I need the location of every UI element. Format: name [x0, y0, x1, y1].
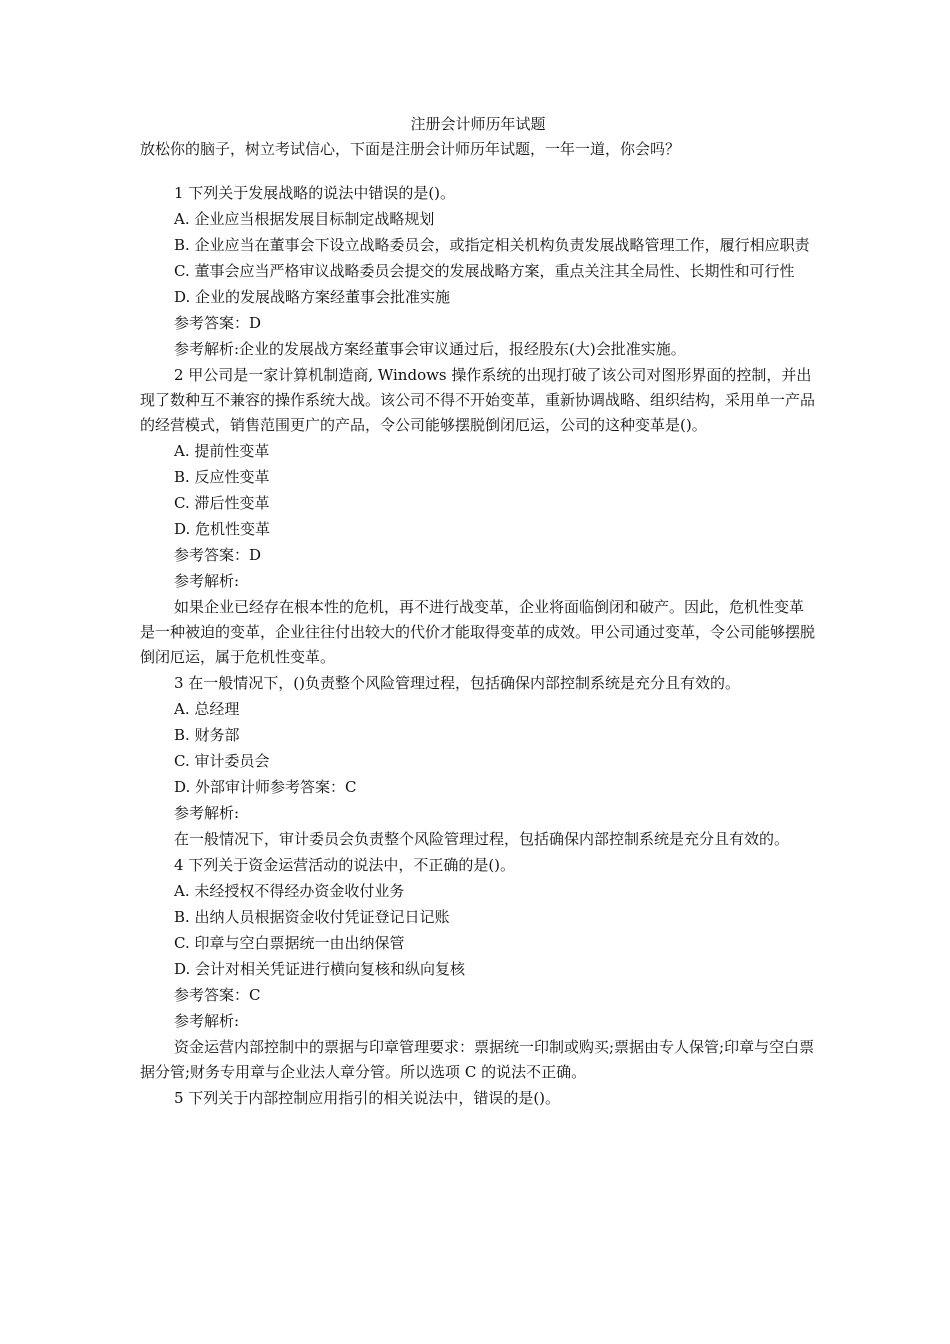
analysis-text: 在一般情况下，审计委员会负责整个风险管理过程，包括确保内部控制系统是充分且有效的。 — [174, 830, 790, 848]
option-b: B. 出纳人员根据资金收付凭证登记日记账 — [174, 908, 450, 926]
option-b: B. 反应性变革 — [174, 468, 270, 486]
option-a: A. 总经理 — [174, 700, 240, 718]
analysis-label: 参考解析: — [174, 804, 240, 822]
option-c: C. 滞后性变革 — [174, 494, 270, 512]
question-5 — [140, 1086, 816, 1112]
analysis-label: 参考解析:企业的发展战方案经董事会审议通过后，报经股东(大)会批准实施。 — [174, 340, 686, 358]
answer: 参考答案：D — [174, 314, 262, 332]
option-d: D. 危机性变革 — [174, 520, 271, 538]
question-2 — [140, 363, 816, 671]
question-4 — [140, 853, 816, 1086]
question-stem: 5 下列关于内部控制应用指引的相关说法中，错误的是()。 — [174, 1089, 561, 1107]
question-3 — [140, 671, 816, 853]
question-stem: 2 甲公司是一家计算机制造商, Windows 操作系统的出现打破了该公司对图形界面的控制，并出现了数种互不兼容的操作系统大战。该公司不得不开始变革，重新协调战略、组织结构，采用单一产品的经营模式，销售范围更广的产品，令公司能够摆脱倒闭厄运，公司的这种变革是()。 — [140, 366, 816, 434]
document-title: 注册会计师历年试题 — [410, 115, 546, 133]
answer: 参考答案：D — [174, 546, 262, 564]
option-a: A. 提前性变革 — [174, 442, 270, 460]
option-a: A. 企业应当根据发展目标制定战略规划 — [174, 210, 435, 228]
analysis-label: 参考解析: — [174, 572, 240, 590]
answer: 参考答案：C — [174, 986, 261, 1004]
document-page — [140, 112, 816, 1112]
option-b: B. 企业应当在董事会下设立战略委员会，或指定相关机构负责发展战略管理工作，履行相应职责 — [174, 236, 810, 254]
option-d: D. 外部审计师参考答案：C — [174, 778, 357, 796]
question-stem: 1 下列关于发展战略的说法中错误的是()。 — [174, 184, 456, 202]
option-d: D. 会计对相关凭证进行横向复核和纵向复核 — [174, 960, 466, 978]
option-c: C. 印章与空白票据统一由出纳保管 — [174, 934, 405, 952]
question-1 — [140, 181, 816, 363]
option-d: D. 企业的发展战略方案经董事会批准实施 — [174, 288, 451, 306]
document-intro: 放松你的脑子，树立考试信心，下面是注册会计师历年试题，一年一道，你会吗？ — [140, 140, 681, 158]
option-c: C. 审计委员会 — [174, 752, 270, 770]
question-stem: 4 下列关于资金运营活动的说法中，不正确的是()。 — [174, 856, 516, 874]
analysis-label: 参考解析: — [174, 1012, 240, 1030]
option-c: C. 董事会应当严格审议战略委员会提交的发展战略方案，重点关注其全局性、长期性和可行性 — [174, 262, 795, 280]
analysis-text: 资金运营内部控制中的票据与印章管理要求：票据统一印制或购买;票据由专人保管;印章与空白票据分管;财务专用章与企业法人章分管。所以选项 C 的说法不正确。 — [140, 1038, 815, 1081]
option-a: A. 未经授权不得经办资金收付业务 — [174, 882, 405, 900]
option-b: B. 财务部 — [174, 726, 240, 744]
analysis-text: 如果企业已经存在根本性的危机，再不进行战变革，企业将面临倒闭和破产。因此，危机性变革是一种被迫的变革，企业往往付出较大的代价才能取得变革的成效。甲公司通过变革，令公司能够摆脱倒闭厄运，属于危机性变革。 — [140, 598, 816, 666]
question-stem: 3 在一般情况下，()负责整个风险管理过程，包括确保内部控制系统是充分且有效的。 — [174, 674, 741, 692]
